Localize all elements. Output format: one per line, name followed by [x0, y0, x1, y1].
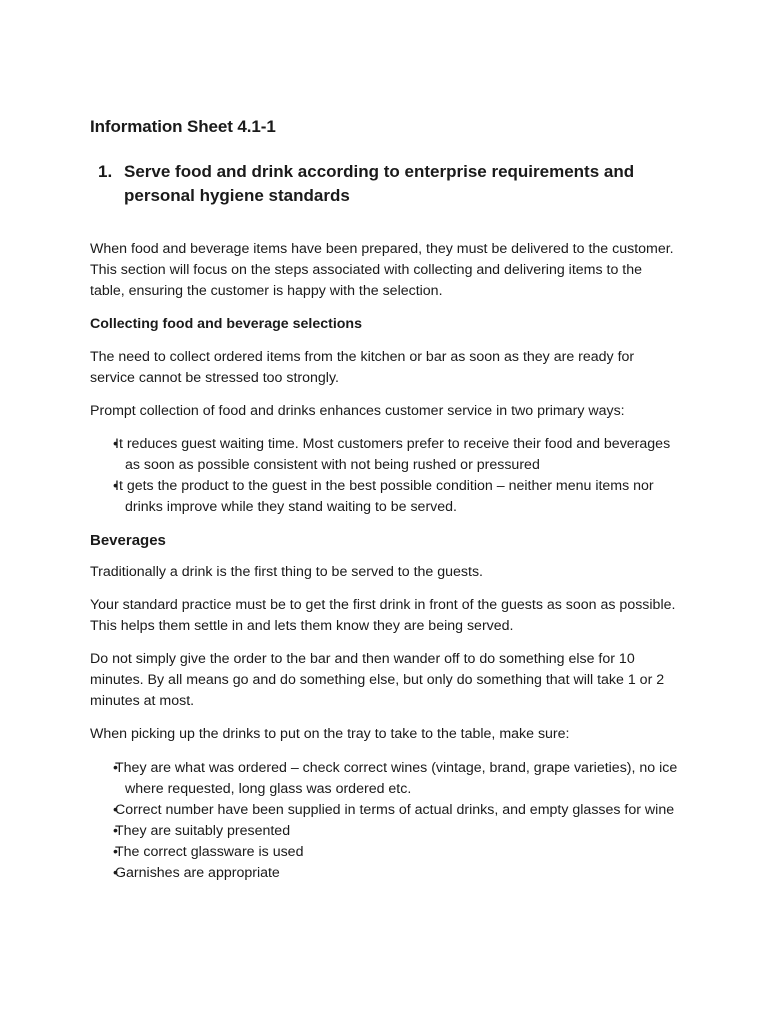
- list-item: • It gets the product to the guest in the best possible condition – neither menu items nor drinks improve while they stand waiting to be served.: [90, 476, 680, 518]
- beverages-paragraph-4: When picking up the drinks to put on the tray to take to the table, make sure:: [90, 726, 570, 742]
- collecting-bullet-list: [90, 434, 680, 518]
- beverages-paragraph-1: Traditionally a drink is the first thing to be served to the guests.: [90, 564, 483, 580]
- section-number: 1.: [98, 162, 113, 181]
- list-item: • The correct glassware is used: [90, 842, 680, 863]
- section-heading: [98, 160, 678, 208]
- collecting-heading: Collecting food and beverage selections: [90, 316, 362, 332]
- list-item: • Correct number have been supplied in terms of actual drinks, and empty glasses for wine: [90, 800, 680, 821]
- intro-paragraph: When food and beverage items have been prepared, they must be delivered to the customer. This section will focus on the steps associated with collecting and delivering items to the table, ensuring the customer is happy with the selection.: [90, 241, 674, 299]
- beverages-paragraph-2: Your standard practice must be to get the first drink in front of the guests as soon as possible. This helps them settle in and lets them know they are being served.: [90, 597, 676, 634]
- beverages-heading: Beverages: [90, 532, 166, 549]
- list-item: • It reduces guest waiting time. Most customers prefer to receive their food and beverages as soon as possible consistent with not being rushed or pressured: [90, 434, 680, 476]
- section-heading-text: Serve food and drink according to enterprise requirements and personal hygiene standards: [124, 162, 635, 205]
- sheet-title: Information Sheet 4.1-1: [90, 117, 276, 136]
- document-body: [90, 239, 680, 884]
- beverages-paragraph-3: Do not simply give the order to the bar and then wander off to do something else for 10 minutes. By all means go and do something else, but only do something that will take 1 or 2 minutes at most.: [90, 651, 665, 709]
- list-item: • They are what was ordered – check correct wines (vintage, brand, grape varieties), no ice where requested, long glass was ordered etc.: [90, 758, 680, 800]
- beverages-bullet-list: [90, 758, 680, 884]
- collecting-paragraph-2: Prompt collection of food and drinks enhances customer service in two primary ways:: [90, 403, 625, 419]
- list-item: • They are suitably presented: [90, 821, 680, 842]
- collecting-paragraph-1: The need to collect ordered items from the kitchen or bar as soon as they are ready for service cannot be stressed too strongly.: [90, 349, 635, 386]
- list-item: • Garnishes are appropriate: [90, 863, 680, 884]
